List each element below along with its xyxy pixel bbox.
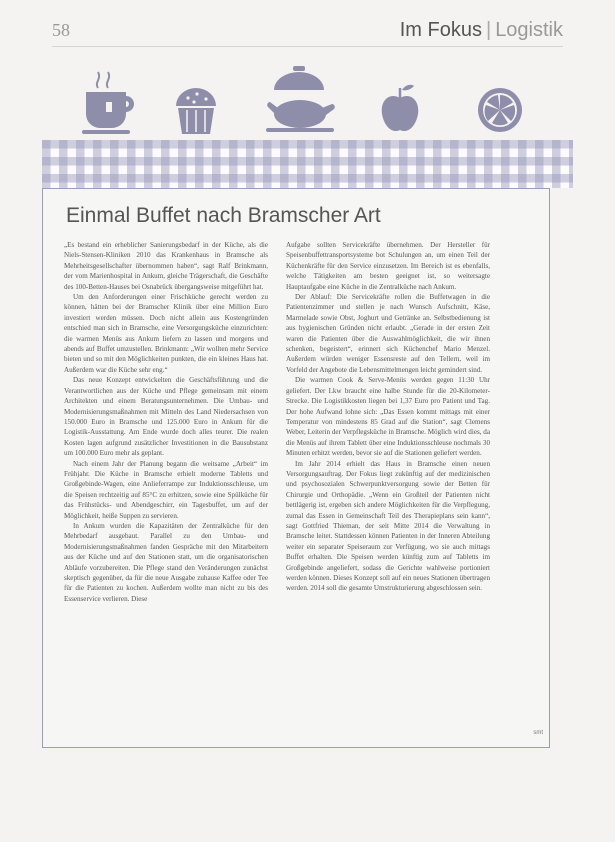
paragraph: Die warmen Cook & Serve-Menüs werden gegen 11:30 Uhr geliefert. Der Lkw braucht eine halbe Stunde für die 20-Kilometer-Strecke. Die Logistikkosten liegen bei 1,37 Euro pro Patient und Tag. Der hohe Aufwand lohne sich: „Das Essen kommt mittags mit einer Temperatur von mindestens 85 Grad auf die Station“, sagt Clemens Weber, Leiterin der Verpflegsküche in Bramsche. Möglich wird dies, da die Menüs auf ihrem Tablett über eine Induktionsschleuse nochmals 30 Minuten erhitzt werden, bevor sie auf die Stationen geliefert werden. [286,376,490,458]
paragraph: Aufgabe sollten Servicekräfte übernehmen. Der Hersteller für Speisenbuffettransportsysteme bot Schulungen an, um einen Teil der Küchenkräfte für den Service einzusetzen. Im Bereich ist es ebenfalls, welche Tätigkeiten am besten geeignet ist, so weitersagte Hauptaufgabe eine Küche in die Zentralküche nach Ankum. [286,241,490,291]
section-title: Im Fokus [399,19,482,41]
paragraph: Um den Anforderungen einer Frischküche gerecht werden zu können, hätten bei der Bramscher Klinik über eine Million Euro investiert werden müssen. Doch nicht allein aus Kostengründen entschied man sich in Bramsche, eine Versorgungsküche einzurichten: die warmen Menüs aus Ankum liefern zu lassen und morgens und abends auf Buffet umzustellen. Brinkmann: „Wir wollten mehr Service bieten und so mit den Möglichkeiten punkten, die ein kleines Haus hat. Außerdem war die Küche sehr eng.“ [64,293,268,374]
article-column-right [286,240,490,735]
teacup-icon [82,72,134,134]
muffin-icon [176,88,216,134]
paragraph: „Es bestand ein erheblicher Sanierungsbedarf in der Küche, als die Niels-Stensen-Kliniken 2010 das Krankenhaus in Bramsche als Mehrheitsgesellschafter übernommen haben“, sagt Ralf Brinkmann, der vom Marienhospital in Ankum, gleiche Trägerschaft, die Geschäfte des 100-Betten-Hauses bei Osnabrück übergangsweise mitgeführt hat. [64,241,268,291]
paragraph: In Ankum wurden die Kapazitäten der Zentralküche für den Mehrbedarf ausgebaut. Parallel zu den Umbau- und Modernisierungsmaßnahmen fanden Gespräche mit den Mitarbeitern aus der Küche und auf den Stationen statt, um die organisatorischen Abläufe vorzubereiten. Die Pflege stand den Veränderungen zunächst skeptisch gegenüber, da für die neue Ausgabe zuhause Kaffee oder Tee für die Patienten zu kochen. Außerdem wollte man nicht zu bis des Essenservice verlieren. Diese [64,521,268,603]
section-subtitle: Logistik [495,19,563,41]
section-separator: | [485,19,492,41]
checkered-band [42,140,573,188]
orange-slice-icon [478,88,522,132]
paragraph: Im Jahr 2014 erhielt das Haus in Bramsche einen neuen Versorgungsauftrag. Der Fokus liegt zukünftig auf der medizinischen und psychosozialen Schwerpunktversorgung sowie der Betten für Chirurgie und Orthopädie. „Wenn ein Großteil der Patienten nicht bettlägerig ist, ergeben sich andere Möglichkeiten für die Verpflegung, zumal das Essen in Gemeinschaft Teil des Therapieplans sein kann“, sagt Gottfried Thieman, der seit Mitte 2014 die Verwaltung in Bramsche leitet. Stattdessen können Patienten in der Inneren Abteilung weiter ein separater Speiseraum zur Verfügung, wo sie auch mittags Buffet erhalten. Die Speisen werden künftig zum auf Tabletts im Großgebinde angeliefert, sodass die Gerichte wahlweise portioniert werden können. Dieses Konzept soll auf ein neues Stationen übertragen werden. 2014 soll die gesamte Umstrukturierung abgeschlossen sein. [286,459,490,593]
paragraph: Das neue Konzept entwickelten die Geschäftsführung und die Verantwortlichen aus der Küche und Pflege gemeinsam mit einem Architekten und einem Beratungsunternehmen. Die Umbau- und Modernisierungsmaßnahmen mit Mitteln des Land Niedersachsen von 150.000 Euro in Bramsche und 125.000 Euro in Ankum für die Logistik-Ausstattung. Am Ende wurde doch alles teurer. Die realen Kosten lagen aufgrund zusätzlicher Investitionen in die Bausubstanz um 100.000 Euro mehr als geplant. [64,376,268,458]
section-heading [400,19,563,42]
apple-icon [382,85,419,131]
paragraph: Der Ablauf: Die Servicekräfte rollen die Buffetwagen in die Patientenzimmer und stellen je nach Wunsch Aufschnitt, Käse, Marmelade sowie Obst, Joghurt und Getränke an. Selbstbedienung ist aus hygienischen Gründen nicht erlaubt. „Gerade in der ersten Zeit waren die Patienten über die Auswahlmöglichkeit, die wir ihnen schenken, begeistert“, erinnert sich Küchenchef Mario Menzel. Außerdem würden weniger Essensreste auf den Tellern, weil im Vorfeld der Angebote die Lebensmittelmengen leicht gemindert sind. [286,293,490,374]
article-column-left [64,240,268,735]
page-number: 58 [52,20,70,40]
cloche-roast-chicken-icon [266,66,335,132]
header-rule [52,46,563,47]
author-initials: smt [533,730,543,736]
paragraph: Nach einem Jahr der Planung begann die weitsame „Arbeit“ im Frühjahr. Die Küche in Bramsche erhielt moderne Tabletts und Großgebinde-Wagen, eine Anlieferrampe zur Induktionsschleuse, um die Speisen rechtzeitig auf 85°C zu erhitzen, sowie eine Spülküche für das Frühstücks- und Abendgeschirr, ein Tagesbuffet, um auf der Möglichkeit, heiße Suppen zu servieren. [64,459,268,520]
food-icons [80,62,560,142]
article-title: Einmal Buffet nach Bramscher Art [66,204,381,227]
